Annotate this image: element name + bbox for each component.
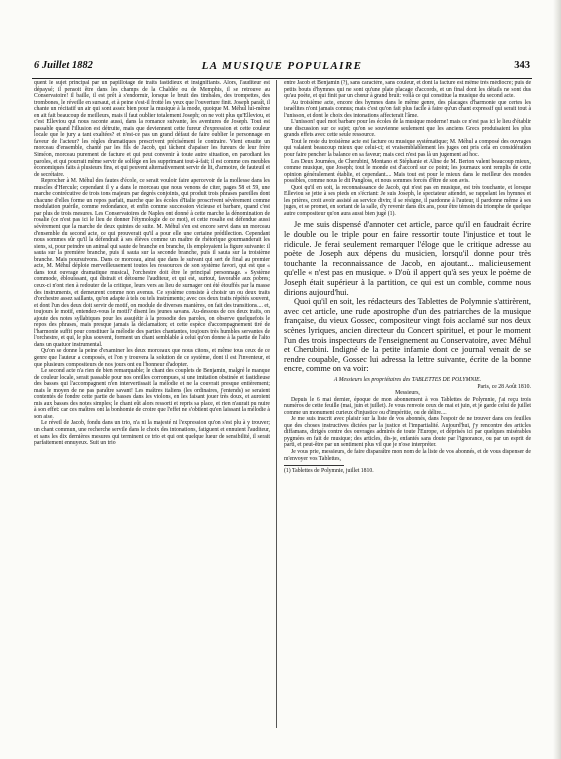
letter-date: Paris, ce 28 Août 1810. [477, 383, 531, 390]
page-header [34, 60, 530, 76]
right-paragraph: L'unisson! quel mot barbare pour les écoles de la musique moderne! mais ce n'est pas ici le lieu d'établir une discussion sur ce sujet; qu'on se souvienne seulement que les anciens Grecs produisaient les plus grands effets avec cette seule ressource. [284, 119, 531, 139]
right-paragraph: Au troisième acte, encore des hymnes dans le même genre, des placages d'harmonie que certes les israélites n'ont jamais connus; mais c'est qu'on fait plus facile à faire qu'un chant expressif qui serait tout à l'unisson, et dont le choix des intonations affecterait l'âme. [284, 99, 531, 119]
left-paragraph: Reprocher à M. Méhul des fautes d'école, ce serait vouloir faire apercevoir de la mollesse dans les muscles d'Hercule; cependant il y a dans le morceau que nous venons de citer, pages 58 et 59, une marche contrécutive de trois tons majeurs par degrés conjoints, qui produit trois phrases pareilles dont chacune d'elles forme un repos parfait, marche que les écoles d'Italie proscrivent sévèrement comme modulation puérile, comme redondance, et enfin comme succession vicieuse et barbare, quand c'est par plus de trois mesures. Les Conservatoires de Naples ont donné à cette marche la dénomination de rosalie (ce n'est pas ici le lieu de donner l'étymologie de ce mot), et cette rosalie est défendue aussi sévèrement que la marche de deux quintes de suite. M. Méhul s'en est encore servi dans un morceau d'ensemble du second acte, ce qui prouverait qu'il a pour elle une certaine prédilection. Cependant nous sommes sûr qu'il la défendrait à ses élèves comme un maître de rhétorique gourmanderait les siens, si, pour peindre un animal qui saute de branche en branche, ils employaient la figure suivante: il sauta sur la première branche, puis il sauta sur la seconde branche, puis il sauta sur la troisième branche. Mais poursuivons. Dans ce morceau, ainsi que dans le suivant qui sert de final au premier acte, M. Méhul déploie merveilleusement toutes les ressources de son système favori, qui est que « dans tout ouvrage dramatique musical, l'orchestre doit être le principal personnage. » Système commode, éblouissant, qui distrait et détourne l'auditeur, et qui est, surtout, favorable aux pobres; ceux-ci n'ont rien à redouter de la critique, leurs vers au lieu de surnager ont été étouffés par la masse des instruments, et demeurent comme non avenus. Ce système consiste à choisir un ou deux traits d'orchestre assez saillants, qu'on adapte à tels ou tels instruments; avec ces deux traits répétés souvent, et dont l'un des deux doit servir de motif, on module de diverses manières, on fait des transitions.... et, toujours le motif, entendez-vous le motif? disent les jeunes savans. Au-dessous de ces deux traits, on ajoute des notes syllabiques pour les assujétir à la prosodie des paroles, on observe quelquefois le repos des phrases, mais presque jamais la déclamation; et cette espèce d'accompagnement tiré de l'harmonie suffit pour constituer la mélodie des parties chantantes, toujours très humbles servantes de l'orchestre, et qui, le plus souvent, forment un chant semblable à celui qu'on donne à la partie de l'alto dans un quatuor instrumental. [34, 178, 270, 348]
left-column [34, 80, 270, 730]
left-paragraph: Qu'on se donne la peine d'examiner les deux morceaux que nous citons, et même tous ceux de ce genre que l'auteur a composés, et l'on y trouvera la solution de ce système, dont il est l'inventeur, et que plusieurs compositeurs de nos jours ont eu l'honneur d'adopter. [34, 348, 270, 368]
commentary-paragraph: Je me suis dispensé d'annoter cet article, parce qu'il en faudrait écrire le double ou le triple pour en faire ressortir toute l'injustice et tout le ridicule. Je ferai seulement remarquer l'éloge que le critique adresse au poète de Joseph aux dépens du musicien, lorsqu'il donne pour très touchante la reconnaissance de Jacob, en ajoutant... malicieusement qu'elle « n'est pas en musique. » D'où il appert qu'à ses yeux le poème de Joseph était supérieur à la partition, ce qui est un comble, comme nous dirions aujourd'hui. [284, 220, 531, 297]
header-title: LA MUSIQUE POPULAIRE [201, 60, 363, 72]
footnote: (1) Tablettes de Polymnie, juillet 1810. [284, 468, 374, 475]
right-paragraph: entre Jacob et Benjamin (?), sans caractère, sans couleur, et dont la facture est même très médiocre; puis de petits bouts d'hymnes qui ne sont qu'une plate placage d'accords, et un final dont les détails ne sont dus qu'au poète, et qui finit par un chœur à grand bruit: voilà ce qui constitue la musique du second acte. [284, 80, 531, 100]
left-paragraph: Le second acte n'a rien de bien remarquable; le chant des couplets de Benjamin, malgré le manque de couleur locale, serait passable pour nos oreilles corrompues, si une imitation obstinée et fastidieuse des basses qui l'accompagnent n'en intervertissait la mélodie et ne la couvrait presque entièrement; mais le moyen de ne pas paraître savant! Les maîtres italiens (les ordinaires, j'entends) se seraient contentés de fondre cette partie de basses dans les violons, en les faisant jouer très doux, et auroient mis aux basses des notes simples; le chant eût alors ressorti et repris sa place, et rien n'aurait pu nuire à son effet: car ces maîtres ont la bonhomie de croire que l'effet ne s'obtient qu'en laissant la mélodie à son aise. [34, 368, 270, 420]
letter-paragraph: Je vous prie, messieurs, de faire disparaître mon nom de la liste de vos abonnés, et de vous dispenser de m'envoyer vos Tablettes, [284, 449, 531, 462]
page-number: 343 [514, 60, 530, 71]
right-paragraph: Quoi qu'il en soit, la reconnaissance de Jacob, qui n'est pas en musique, est très touchante, et lorsque Elleviou se jette à ses pieds en s'écriant: Je suis Joseph, le spectateur attendri, se rappelant les hymnes et les prières, croit avoir assisté au service divin; il se résigne, il pardonne à l'auteur, il pardonne même à ses juges, et se promet, en sortant de la salle, d'y revenir dans dix ans, pour être témoin du triomphe de quelque autre compositeur qu'on aura aussi bien jugé (1). [284, 184, 531, 217]
letter-salutation: Messieurs, [395, 390, 420, 397]
right-paragraph: Les Deux Journées, de Cherubini, Montano et Stéphanie et Aline de M. Berton valent beaucoup mieux, comme musique, que Joseph; tout le monde est d'accord sur ce point; les journaux sont remplis de cette opinion généralement établie, et cependant.... Mais tout est pour le mieux dans le meilleur des mondes possibles, comme nous le dit Pangloss, et nous sommes forcés d'être de son avis. [284, 158, 531, 185]
commentary-paragraph: Quoi qu'il en soit, les rédacteurs des Tablettes de Polymnie s'attirèrent, avec cet article, une rude apostrophe d'un des patriarches de la musique française, du vieux Gossec, compositeur vingt fois acclamé sur nos deux scènes lyriques, ancien directeur du Concert spirituel, et pour le moment l'un des trois inspecteurs de l'enseignement au Conservatoire, avec Méhul et Cherubini. Indigné de la petite infamie dont ce journal venait de se rendre coupable, Gossec lui adressa la lettre suivante, écrite de la bonne encre, comme on va voir: [284, 297, 531, 374]
page-edge-shadow [553, 0, 561, 759]
right-column [284, 80, 531, 730]
header-rule [32, 78, 532, 79]
letter-paragraph: Depuis le 6 mai dernier, époque de mon abonnement à vos Tablettes de Polymnie, j'ai reçu trois numéros de cette feuille (mai, juin et juillet). Je vous renvoie ceux de mai et juin, et je garde celui de juillet comme un monument curieux d'injustice ou d'impéritie, ou de délire.... [284, 396, 531, 416]
right-paragraph: Tout le reste du troisième acte est facture ou musique systématique; M. Méhul a composé des ouvrages qui valaient beaucoup mieux que celui-ci; et vraisemblablement les juges ont pris cela en considération pour faire pencher la balance en sa faveur; mais ceci n'est pas là un jugement ad hoc. [284, 138, 531, 159]
column-divider [276, 80, 277, 728]
letter-paragraph: Je me suis inscrit avec plaisir sur la liste de vos abonnés, dans l'espoir de ne trouver dans ces feuilles que des choses instructives dictées par la justice et l'impartialité. Aujourd'hui, j'y rencontre des articles diffamans, dirigés contre des ouvrages admirés de toute l'Europe, et déprisés ici par quelques misérables pygmées en fait de musique; des articles, dis-je, enfantés sans doute par l'ignorance, ou par un esprit de parti, et peut-être par un sentiment plus vil que je n'ose interpréter. [284, 416, 531, 449]
left-paragraph: Le réveil de Jacob, fondu dans un trio, n'a ni la majesté ni l'expression qu'on s'est plu à y trouver; un chant commun, une recherche servile dans le choix des intonations, fatiguent et ennuient l'auditeur, et sans les dix dernières mesures qui terminent ce trio et qui ont quelque lueur de sensibilité, il serait parfaitement ennuyeux. Suit un trio [34, 420, 270, 447]
left-paragraph: quent le sujet principal par un papillotage de traits fastidieux et insignifiants. Alors, l'auditeur est dépaysé; il pensoit être dans les champs de la Chaldée ou de Memphis, il se retrouve au Conservatoire! il baille, il est prêt à s'endormir, lorsque le bruit des timbales, des trompettes, des trombones, le réveille en sursaut, et à peine s'est-il frotté les yeux que l'ouverture finit. Joseph paraît, il chante un récitatif un air qui sont assez bien pour la musique à la mode, quoique M. Méhul lui-même en ait fait beaucoup de meilleurs, mais il faut oublier totalement Joseph; on ne voit plus qu'Elleviou, et c'est Elleviou qui nous raconte aussi, dans la romance suivante, les aventures de Joseph. Tout est passable quand l'illusion est détruite, mais que deviennent cette fureur d'expression et cette couleur locale que le jury a tant exaltées? et n'est-ce pas un grand défaut de faire oublier le personnage en faveur de l'acteur? les règles dramatiques prescrivent précisément le contraire. Vient ensuite un morceau d'ensemble, chanté par les fils de Jacob, qui tâchent d'apaiser les fureurs de leur frère Siméon, morceau purement de facture et qui peut convenir à toute autre situation, en parodiant les paroles, et qui pourrait même servir de solfège en les supprimant tout-à-fait; il est comme ces meubles économiques faits à plusieurs fins, et qui peuvent alternativement servir de lit, d'armoire, de fauteuil et de secrétaire. [34, 80, 270, 178]
header-date: 6 Juillet 1882 [34, 60, 93, 71]
footnote-rule [284, 465, 344, 466]
letter-address: A Messieurs les propriétaires des TABLETTES DE POLYMNIE. [333, 376, 482, 383]
commentary-block [284, 220, 531, 374]
